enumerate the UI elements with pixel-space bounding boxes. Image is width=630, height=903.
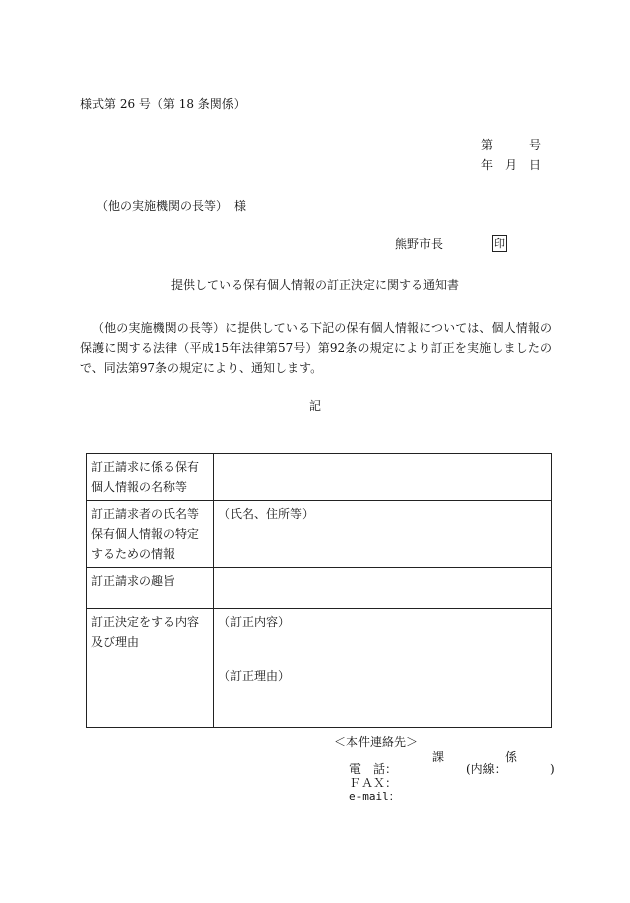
info-table — [86, 453, 552, 728]
date-year: 年 — [481, 158, 494, 172]
date-day: 日 — [529, 158, 542, 172]
row-value — [214, 609, 552, 728]
row-value — [214, 454, 552, 501]
row-label: 訂正請求者の氏名等保有個人情報の特定するための情報 — [87, 501, 214, 568]
correction-reason-label: （訂正理由） — [218, 669, 291, 683]
body-paragraph: （他の実施機関の長等）に提供している下記の保有個人情報については、個人情報の保護に関する法律（平成15年法律第57号）第92条の規定により訂正を実施しましたので、同法第97条の規定により、通知します。 — [80, 321, 552, 375]
ki-heading: 記 — [308, 399, 321, 413]
addressee: （他の実施機関の長等） 様 — [96, 199, 247, 213]
row-value — [214, 568, 552, 609]
table-row — [87, 568, 552, 609]
contact-naisen: (内線： — [466, 762, 507, 776]
doc-number-suffix: 号 — [528, 138, 541, 152]
row-label: 訂正請求の趣旨 — [87, 568, 214, 609]
contact-naisen-close: ) — [550, 762, 555, 776]
table-row — [87, 609, 552, 728]
row-label: 訂正請求に係る保有個人情報の名称等 — [87, 454, 214, 501]
contact-ka: 課 — [432, 750, 445, 764]
contact-fax: ＦＡＸ： — [349, 776, 398, 790]
contact-email: e-mail： — [349, 790, 400, 803]
contact-kakari: 係 — [505, 750, 518, 764]
row-label: 訂正決定をする内容及び理由 — [87, 609, 214, 728]
form-number: 様式第 26 号（第 18 条関係） — [80, 97, 246, 111]
contact-title: ＜本件連絡先＞ — [334, 735, 419, 749]
date-month: 月 — [505, 158, 518, 172]
row-value: （氏名、住所等） — [214, 501, 552, 568]
table-row — [87, 454, 552, 501]
document-title: 提供している保有個人情報の訂正決定に関する通知書 — [170, 278, 459, 292]
doc-number-prefix: 第 — [481, 138, 494, 152]
seal-mark: 印 — [494, 237, 505, 250]
contact-tel: 電 話： — [349, 762, 398, 776]
sender-name: 熊野市長 — [395, 237, 444, 251]
correction-content-label: （訂正内容） — [218, 615, 291, 629]
table-row — [87, 501, 552, 568]
